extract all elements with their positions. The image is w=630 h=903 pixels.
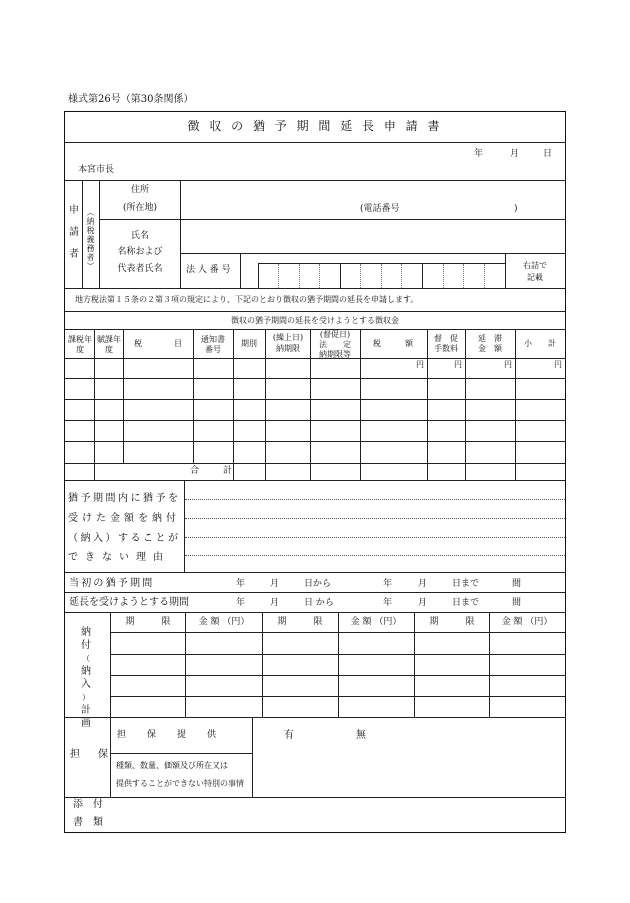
initial-month: 月: [270, 579, 280, 589]
reason-line-1: 猶予期間内に猶予を: [68, 493, 181, 504]
extension-month: 月: [270, 598, 280, 608]
yen-subtotal: 円: [554, 360, 562, 369]
attachments-label-2: 書 類: [73, 817, 103, 828]
col-late-top: 延 滞: [478, 334, 502, 343]
col-late-bottom: 金 額: [478, 344, 502, 353]
plan-amount-header-1: 金 額 （円）: [198, 617, 250, 627]
corporate-number-field[interactable]: [259, 264, 504, 287]
attachments-label-1: 添 付: [73, 799, 103, 810]
statement-text: 地方税法第１５条の２第３項の規定により、下記のとおり徴収の猶予期間の延長を申請します。: [75, 295, 419, 304]
col-period: 期別: [241, 339, 257, 348]
col-levy-year: 賦課年度: [97, 335, 121, 354]
name-sub-label-2: 代表者氏名: [117, 264, 163, 274]
initial-from: 日から: [304, 579, 332, 589]
phone-label: (電話番号: [360, 204, 400, 214]
col-legal-top: (督促日): [319, 330, 351, 339]
plan-deadline-header-2: 期 限: [277, 617, 323, 627]
extension-period-label: 延長を受けようとする期間: [69, 597, 189, 608]
initial-month-2: 月: [418, 579, 428, 589]
plan-amount-header-3: 金 額 （円）: [501, 617, 553, 627]
col-subtotal: 小 計: [524, 339, 556, 348]
total-label: 合 計: [189, 466, 235, 476]
yen-dunning-fee: 円: [454, 360, 462, 369]
plan-deadline-header-1: 期 限: [125, 617, 171, 627]
col-deadline-bottom: 納期限: [276, 344, 300, 353]
col-deadline-top: (繰上日): [272, 333, 304, 342]
collateral-detail-1: 種類、数量、価額及び所在又は: [116, 761, 228, 770]
reason-line-4: できない理由: [68, 552, 170, 563]
reason-line-3: （納入）することが: [68, 533, 181, 544]
date-month: 月: [510, 149, 520, 159]
yen-tax-amount: 円: [416, 360, 424, 369]
date-year: 年: [474, 149, 484, 159]
collateral-yes[interactable]: 有: [284, 730, 294, 741]
col-tax-year: 課税年度: [68, 335, 92, 354]
extension-year: 年: [236, 598, 246, 608]
extension-month-2: 月: [418, 598, 428, 608]
address-label: 住所: [130, 185, 150, 195]
form-title: 徴 収 の 猶 予 期 間 延 長 申 請 書: [187, 119, 443, 133]
date-day: 日: [543, 149, 553, 159]
col-tax-item: 税 目: [134, 339, 182, 348]
applicant-label: 申 請 者: [69, 205, 79, 260]
plan-amount-header-2: 金 額 （円）: [350, 617, 402, 627]
collateral-no[interactable]: 無: [356, 730, 366, 741]
payment-plan-label: 納 付 （ 納 入 ） 計 画: [81, 627, 91, 729]
address-field[interactable]: [181, 181, 564, 218]
col-notice-no: 通知書番号: [201, 335, 225, 354]
initial-year-2: 年: [383, 579, 393, 589]
reason-line-2: 受けた金額を納付: [68, 513, 180, 524]
collateral-detail-2: 提供することができない特別の事情: [116, 779, 244, 788]
initial-year: 年: [236, 579, 246, 589]
col-tax-amount: 税 額: [373, 339, 413, 348]
extension-year-2: 年: [383, 598, 393, 608]
plan-deadline-header-3: 期 限: [429, 617, 475, 627]
extension-days: 間: [512, 598, 522, 608]
collateral-provide-label: 担 保 提 供: [117, 730, 218, 740]
col-legal-bottom: 納期限等: [319, 350, 351, 359]
form-number-label: 様式第26号（第30条関係）: [68, 94, 194, 105]
addressee: 本宮市長: [78, 165, 115, 175]
extension-until: 日まで: [452, 598, 480, 608]
name-field[interactable]: [181, 220, 564, 252]
right-align-note-2: 記載: [527, 273, 543, 282]
right-align-note-1: 右詰で: [523, 261, 547, 270]
address-sub-label: (所在地): [122, 203, 158, 213]
initial-until: 日まで: [452, 579, 480, 589]
col-legal-mid: 法 定: [319, 340, 351, 349]
initial-days: 間: [512, 579, 522, 589]
name-label: 氏名: [130, 231, 150, 241]
collateral-label: 担 保: [70, 749, 112, 760]
col-dunning-fee-bottom: 手数料: [434, 344, 458, 353]
initial-period-label: 当初の猶予期間: [69, 578, 155, 589]
name-sub-label-1: 名称および: [117, 247, 163, 257]
attachments-field[interactable]: [111, 799, 564, 831]
collateral-detail-field[interactable]: [254, 755, 564, 795]
yen-late-charge: 円: [504, 360, 512, 369]
col-dunning-fee-top: 督 促: [434, 334, 458, 343]
phone-close: ): [514, 204, 518, 214]
table-title: 徴収の猶予期間の延長を受けようとする徴収金: [231, 316, 399, 325]
extension-from: 日 から: [304, 598, 334, 608]
reason-field[interactable]: [186, 482, 564, 570]
corporate-number-label: 法 人 番 号: [186, 265, 231, 275]
applicant-sub-label: （納税義務者）: [86, 208, 95, 271]
